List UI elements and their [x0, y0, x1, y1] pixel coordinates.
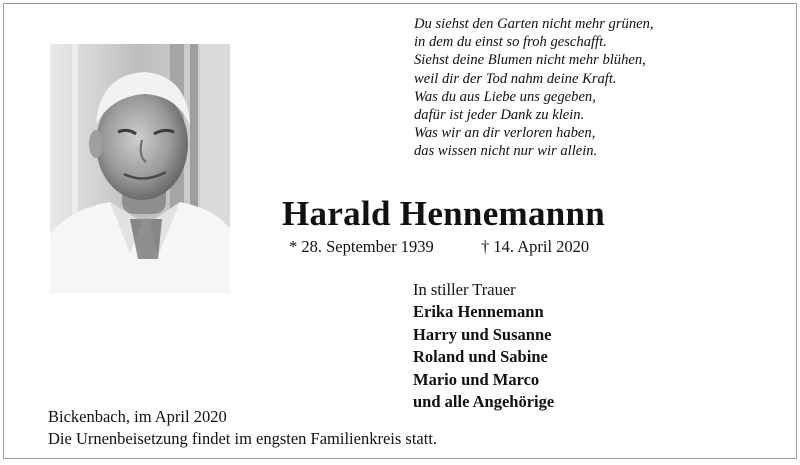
mourners-intro: In stiller Trauer: [413, 280, 516, 299]
poem-line: das wissen nicht nur wir allein.: [414, 143, 598, 160]
birth-date: * 28. September 1939: [289, 237, 434, 256]
place-date: Bickenbach, im April 2020: [48, 407, 227, 426]
poem-line: dafür ist jeder Dank zu klein.: [414, 107, 585, 124]
mourner: und alle Angehörige: [413, 392, 555, 412]
portrait-photo: [50, 44, 230, 294]
mourners-list: [413, 279, 554, 413]
death-date: † 14. April 2020: [481, 237, 590, 256]
life-dates: [289, 237, 590, 257]
poem-line: Siehst deine Blumen nicht mehr blühen,: [414, 52, 646, 69]
mourner: Roland und Sabine: [413, 347, 548, 367]
mourner: Mario und Marco: [413, 369, 540, 389]
obituary-notice: [3, 3, 797, 459]
mourner: Harry und Susanne: [413, 324, 552, 344]
poem: [414, 15, 654, 161]
poem-line: Was du aus Liebe uns gegeben,: [414, 88, 596, 105]
poem-line: Du siehst den Garten nicht mehr grünen,: [414, 16, 654, 32]
footer: [48, 406, 437, 449]
burial-note: Die Urnenbeisetzung findet im engsten Familienkreis statt.: [48, 428, 438, 448]
poem-line: weil dir der Tod nahm deine Kraft.: [414, 70, 617, 87]
mourner: Erika Hennemann: [413, 302, 544, 322]
deceased-name: Harald Hennemannn: [282, 194, 606, 233]
poem-line: in dem du einst so froh geschafft.: [414, 34, 607, 51]
poem-line: Was wir an dir verloren haben,: [414, 125, 596, 142]
